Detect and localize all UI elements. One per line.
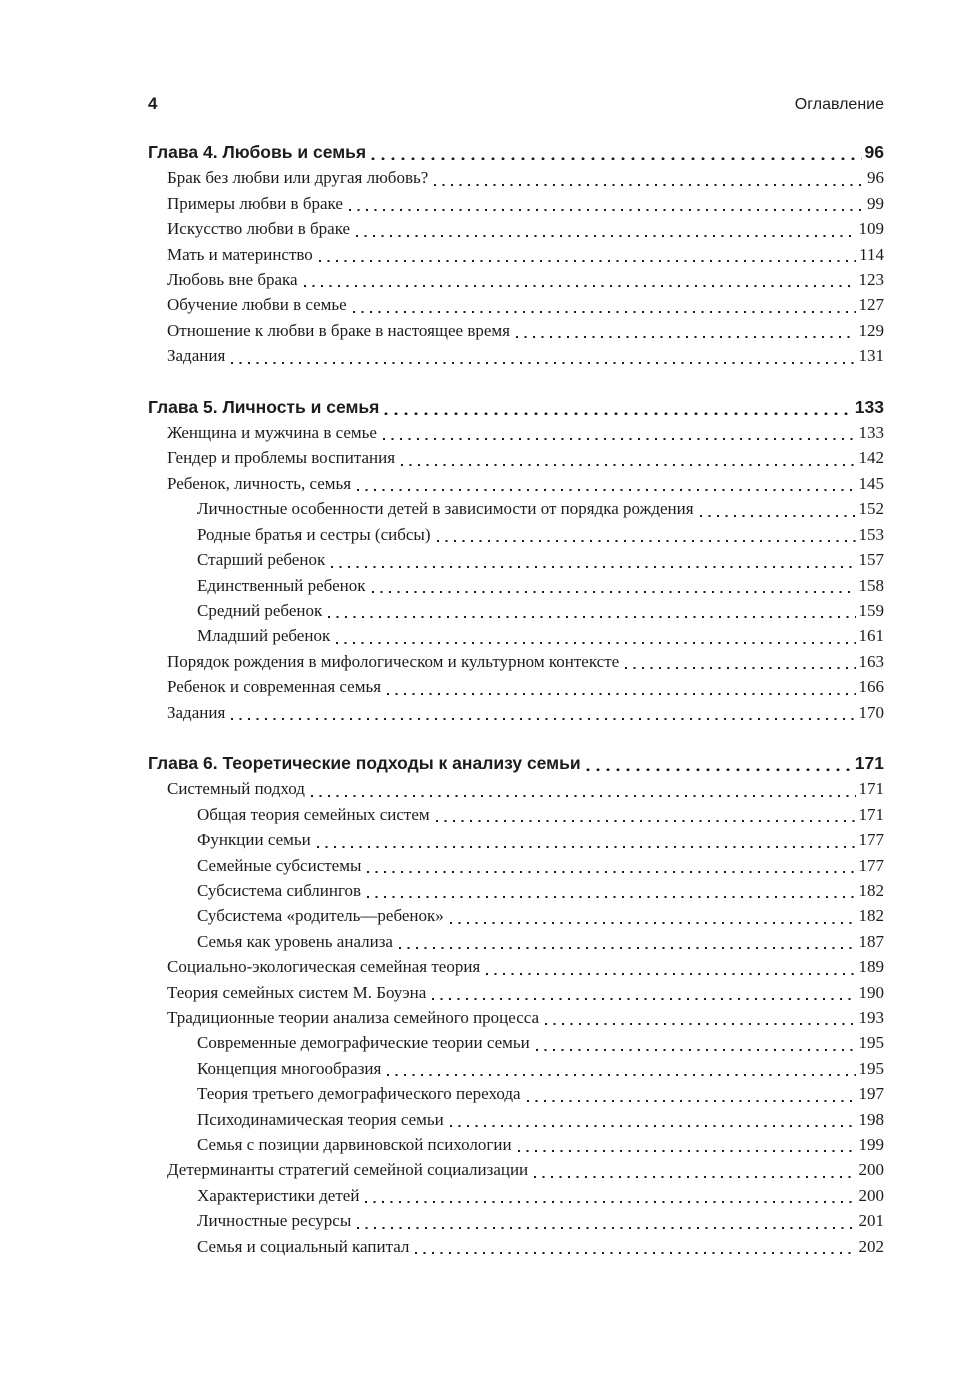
running-head — [148, 94, 884, 114]
toc-leader-dots — [355, 234, 855, 238]
toc-entry-label: Субсистема сиблингов — [197, 880, 362, 900]
toc-entry — [148, 1208, 884, 1233]
toc-entry — [148, 420, 884, 445]
toc-entry-page: 133 — [854, 396, 884, 417]
toc-entry-page: 177 — [858, 830, 884, 850]
toc-entry-page: 161 — [858, 626, 884, 646]
toc-entry — [148, 292, 884, 317]
toc-entry-page: 153 — [858, 524, 884, 544]
toc-entry-page: 202 — [858, 1236, 884, 1256]
toc-entry — [148, 496, 884, 521]
toc-entry — [148, 1005, 884, 1030]
toc-entry — [148, 318, 884, 343]
toc-entry — [148, 623, 884, 648]
toc-entry-page: 157 — [858, 550, 884, 570]
toc-entry-page: 170 — [858, 702, 884, 722]
toc-entry — [148, 853, 884, 878]
toc-entry-label: Средний ребенок — [197, 600, 323, 620]
toc-entry-page: 201 — [858, 1211, 884, 1231]
toc-entry-label: Характеристики детей — [197, 1185, 360, 1205]
toc-section — [148, 140, 884, 369]
toc-entry-label: Личностные особенности детей в зависимости от порядка рождения — [197, 499, 694, 519]
toc-section — [148, 395, 884, 725]
toc-entry-page: 190 — [858, 982, 884, 1002]
toc-entry-label: Единственный ребенок — [197, 575, 366, 595]
toc-entry — [148, 903, 884, 928]
toc-entry-label: Задания — [167, 702, 226, 722]
toc-entry-label: Старший ребенок — [197, 550, 326, 570]
toc-entry-label: Мать и материнство — [167, 244, 313, 264]
toc-entry — [148, 827, 884, 852]
toc-entry-page: 171 — [858, 779, 884, 799]
toc-entry-label: Ребенок, личность, семья — [167, 473, 352, 493]
toc-leader-dots — [449, 921, 856, 925]
toc-entry-page: 96 — [867, 168, 884, 188]
toc-entry-label: Современные демографические теории семьи — [197, 1033, 530, 1053]
toc-chapter-entry — [148, 140, 884, 165]
toc-entry-page: 158 — [858, 575, 884, 595]
toc-leader-dots — [384, 412, 851, 417]
toc-entry-page: 199 — [858, 1135, 884, 1155]
toc-entry-label: Теория семейных систем М. Боуэна — [167, 982, 427, 1002]
toc-entry-page: 171 — [858, 804, 884, 824]
toc-entry-label: Глава 5. Личность и семья — [148, 396, 380, 417]
toc-leader-dots — [699, 514, 856, 518]
toc-entry — [148, 598, 884, 623]
toc-leader-dots — [348, 208, 864, 212]
toc-entry-page: 96 — [864, 142, 884, 162]
toc-entry — [148, 573, 884, 598]
toc-entry-page: 163 — [858, 651, 884, 671]
toc-leader-dots — [371, 590, 856, 594]
toc-entry-label: Личностные ресурсы — [197, 1211, 352, 1231]
toc-entry-page: 200 — [858, 1185, 884, 1205]
toc-leader-dots — [230, 717, 855, 721]
toc-leader-dots — [586, 768, 852, 773]
toc-entry-page: 182 — [858, 906, 884, 926]
toc-entry — [148, 674, 884, 699]
toc-leader-dots — [366, 895, 855, 899]
toc-leader-dots — [230, 361, 855, 365]
toc-leader-dots — [515, 335, 856, 339]
toc-entry-label: Женщина и мужчина в семье — [167, 423, 377, 443]
toc-entry-label: Порядок рождения в мифологическом и культурном контексте — [167, 651, 620, 671]
toc-leader-dots — [382, 437, 856, 441]
toc-entry-page: 133 — [858, 423, 884, 443]
toc-entry — [148, 1056, 884, 1081]
toc-leader-dots — [318, 259, 856, 263]
toc-entry — [148, 1157, 884, 1182]
toc-leader-dots — [366, 870, 855, 874]
toc-entry-label: Концепция многообразия — [197, 1058, 382, 1078]
toc-entry-label: Традиционные теории анализа семейного процесса — [167, 1008, 540, 1027]
toc-leader-dots — [356, 1226, 855, 1230]
toc-leader-dots — [386, 692, 855, 696]
toc-entry-page: 198 — [858, 1109, 884, 1129]
toc-entry — [148, 1234, 884, 1259]
toc-entry-page: 114 — [859, 244, 884, 264]
toc-entry-label: Детерминанты стратегий семейной социализации — [167, 1160, 529, 1180]
toc-entry-page: 145 — [858, 473, 884, 493]
toc-entry-label: Субсистема «родитель—ребенок» — [197, 906, 444, 926]
toc-leader-dots — [414, 1251, 855, 1255]
toc-leader-dots — [398, 946, 856, 950]
toc-entry-label: Примеры любви в браке — [167, 193, 343, 213]
toc-entry — [148, 802, 884, 827]
page-number: 4 — [148, 94, 158, 113]
toc-leader-dots — [433, 183, 864, 187]
toc-entry-page: 177 — [858, 855, 884, 875]
toc-entry — [148, 1132, 884, 1157]
toc-entry-page: 131 — [858, 346, 884, 366]
toc-entry-page: 187 — [858, 931, 884, 951]
toc-entry-page: 123 — [858, 270, 884, 290]
toc-chapter-entry — [148, 395, 884, 420]
toc-entry-page: 189 — [858, 957, 884, 977]
toc-entry-label: Общая теория семейных систем — [197, 804, 430, 824]
toc-entry-page: 159 — [858, 600, 884, 620]
toc-entry-page: 193 — [858, 1008, 884, 1027]
toc-leader-dots — [303, 284, 856, 288]
toc-leader-dots — [544, 1022, 855, 1026]
toc-leader-dots — [485, 972, 855, 976]
toc-leader-dots — [310, 794, 856, 798]
toc-leader-dots — [330, 565, 855, 569]
toc-entry — [148, 547, 884, 572]
toc-entry-label: Теория третьего демографического перехода — [197, 1084, 521, 1104]
toc-leader-dots — [335, 641, 855, 645]
toc-entry-page: 109 — [858, 219, 884, 239]
toc-entry — [148, 165, 884, 190]
toc-leader-dots — [386, 1073, 855, 1077]
toc-entry — [148, 954, 884, 979]
toc-entry — [148, 343, 884, 368]
toc-entry-label: Глава 6. Теоретические подходы к анализу семьи — [148, 752, 581, 773]
toc-entry-label: Функции семьи — [197, 830, 311, 850]
toc-entry — [148, 878, 884, 903]
toc — [148, 140, 884, 1259]
toc-leader-dots — [356, 488, 855, 492]
toc-entry — [148, 649, 884, 674]
toc-entry-label: Системный подход — [167, 779, 305, 799]
toc-leader-dots — [316, 845, 856, 849]
toc-entry — [148, 216, 884, 241]
toc-entry-label: Гендер и проблемы воспитания — [167, 448, 396, 468]
toc-chapter-entry — [148, 751, 884, 776]
toc-leader-dots — [526, 1099, 856, 1103]
toc-entry — [148, 522, 884, 547]
toc-entry-label: Отношение к любви в браке в настоящее время — [167, 320, 510, 340]
toc-entry-label: Брак без любви или другая любовь? — [167, 168, 429, 188]
toc-entry-label: Обучение любви в семье — [167, 295, 347, 315]
toc-entry-page: 166 — [858, 677, 884, 697]
toc-entry-label: Родные братья и сестры (сибсы) — [197, 524, 431, 544]
toc-entry-page: 99 — [867, 193, 884, 213]
toc-entry-label: Семья как уровень анализа — [197, 931, 393, 951]
toc-leader-dots — [517, 1149, 856, 1153]
toc-entry — [148, 980, 884, 1005]
toc-entry — [148, 1081, 884, 1106]
toc-entry-label: Любовь вне брака — [167, 270, 298, 290]
toc-leader-dots — [449, 1124, 856, 1128]
toc-entry — [148, 191, 884, 216]
toc-entry-label: Социально-экологическая семейная теория — [167, 957, 481, 977]
toc-entry-page: 195 — [858, 1033, 884, 1053]
toc-entry-label: Семейные субсистемы — [197, 855, 362, 875]
toc-entry-label: Психодинамическая теория семьи — [197, 1109, 444, 1129]
toc-entry — [148, 242, 884, 267]
toc-leader-dots — [400, 463, 855, 467]
toc-leader-dots — [364, 1200, 855, 1204]
toc-entry — [148, 267, 884, 292]
toc-leader-dots — [352, 310, 856, 314]
toc-leader-dots — [435, 819, 856, 823]
toc-entry-page: 127 — [858, 295, 884, 315]
toc-leader-dots — [535, 1048, 856, 1052]
toc-entry-label: Искусство любви в браке — [167, 219, 351, 239]
toc-leader-dots — [533, 1175, 855, 1179]
toc-entry — [148, 776, 884, 801]
toc-entry-page: 200 — [858, 1160, 884, 1180]
toc-entry-page: 142 — [858, 448, 884, 468]
toc-entry-page: 197 — [858, 1084, 884, 1104]
toc-entry-page: 182 — [858, 880, 884, 900]
running-head-title: Оглавление — [794, 96, 884, 113]
toc-leader-dots — [371, 157, 861, 162]
toc-leader-dots — [431, 997, 855, 1001]
toc-entry-page: 195 — [858, 1058, 884, 1078]
toc-leader-dots — [624, 666, 855, 670]
toc-entry-page: 129 — [858, 320, 884, 340]
toc-leader-dots — [327, 615, 855, 619]
toc-entry-label: Младший ребенок — [197, 626, 331, 646]
toc-entry — [148, 445, 884, 470]
toc-entry-page: 171 — [854, 752, 884, 773]
toc-section — [148, 751, 884, 1259]
toc-entry — [148, 1030, 884, 1055]
toc-entry-label: Глава 4. Любовь и семья — [148, 142, 367, 162]
toc-entry — [148, 1107, 884, 1132]
toc-entry-label: Семья и социальный капитал — [197, 1236, 410, 1256]
toc-entry — [148, 1183, 884, 1208]
toc-entry-label: Семья с позиции дарвиновской психологии — [197, 1135, 512, 1155]
toc-entry — [148, 471, 884, 496]
toc-entry-page: 152 — [858, 499, 884, 519]
toc-leader-dots — [436, 539, 856, 543]
toc-entry-label: Ребенок и современная семья — [167, 677, 382, 697]
toc-entry-label: Задания — [167, 346, 226, 366]
toc-entry — [148, 929, 884, 954]
toc-entry — [148, 700, 884, 725]
